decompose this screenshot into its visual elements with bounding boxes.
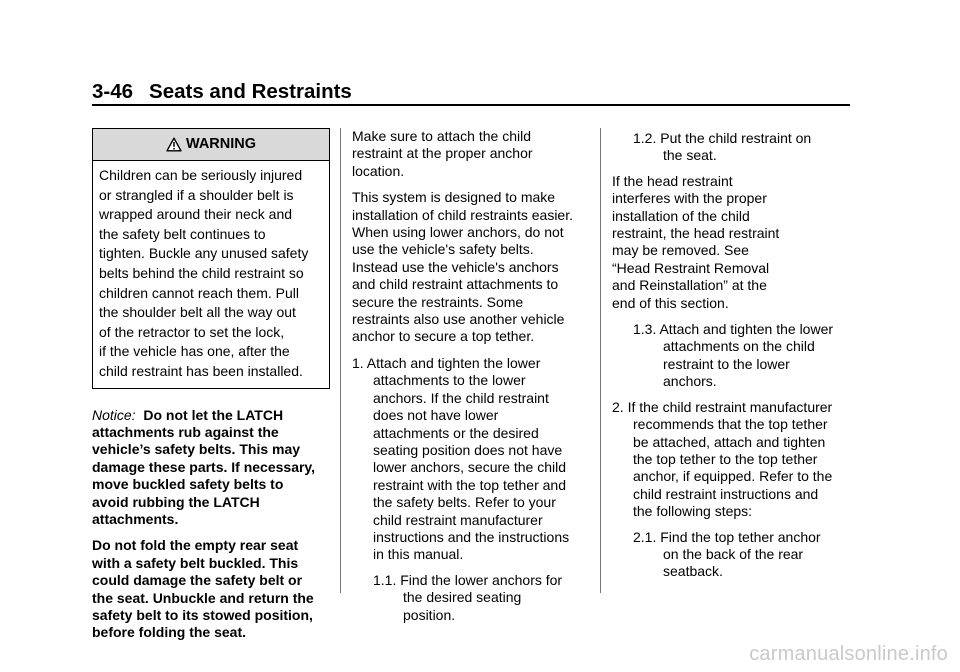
warning-header xyxy=(93,129,329,161)
text-line: restraint to the lower xyxy=(663,355,790,372)
step-continuation xyxy=(373,589,592,624)
notice-label: Notice: xyxy=(92,406,136,423)
fold-line: the seat. Unbuckle and return the xyxy=(92,589,314,606)
header-rule xyxy=(92,104,850,106)
warning-line: wrapped around their neck and xyxy=(99,206,293,223)
step-1-1 xyxy=(373,572,592,624)
system-paragraph xyxy=(352,189,592,346)
notice-line: attachments rub against the xyxy=(92,423,279,440)
warning-box xyxy=(92,128,330,389)
text-line: and child restraint attachments to xyxy=(352,276,559,293)
text-line: location. xyxy=(352,162,405,179)
step-continuation xyxy=(633,147,858,164)
text-line: use the vehicle's safety belts. xyxy=(352,241,534,258)
text-line: When using lower anchors, do not xyxy=(352,224,564,241)
text-line: the seat. xyxy=(663,147,717,164)
warning-line: tighten. Buckle any unused safety xyxy=(99,245,309,262)
notice-line: avoid rubbing the LATCH xyxy=(92,493,260,510)
fold-line: with a safety belt buckled. This xyxy=(92,554,299,571)
text-line: installation of the child xyxy=(612,207,750,224)
page-number: 3-46 xyxy=(92,80,134,103)
text-line: attachments on the child xyxy=(663,338,815,355)
text-line: end of this section. xyxy=(612,294,729,311)
fold-warning-paragraph xyxy=(92,537,332,641)
page-header xyxy=(92,80,850,104)
step-continuation xyxy=(633,546,858,581)
column-1 xyxy=(92,128,332,651)
text-line: installation of child restraints easier. xyxy=(352,206,573,223)
notice-paragraph xyxy=(92,407,332,529)
notice-line: vehicle’s safety belts. This may xyxy=(92,441,301,458)
notice-line: Do not let the LATCH xyxy=(143,406,284,423)
warning-line: child restraint has been installed. xyxy=(99,362,303,379)
text-line: attachments or the desired xyxy=(373,424,539,441)
warning-line: of the retractor to set the lock, xyxy=(99,323,285,340)
warning-line: the shoulder belt all the way out xyxy=(99,304,296,321)
text-line: the following steps: xyxy=(633,503,753,520)
text-line: position. xyxy=(403,606,456,623)
step-first-line: 2.1. Find the top tether anchor xyxy=(633,528,821,545)
text-line: seatback. xyxy=(663,563,723,580)
warning-line: Children can be seriously injured xyxy=(99,167,303,183)
text-line: anchors. xyxy=(663,373,717,390)
step-first-line: 1.1. Find the lower anchors for xyxy=(373,571,563,588)
step-2 xyxy=(612,399,858,521)
fold-line: Do not fold the empty rear seat xyxy=(92,537,299,554)
text-line: be attached, attach and tighten xyxy=(633,433,826,450)
text-line: secure the restraints. Some xyxy=(352,293,524,310)
warning-line: children cannot reach them. Pull xyxy=(99,284,299,301)
text-line: restraints also use another vehicle xyxy=(352,311,565,328)
text-line: attachments to the lower xyxy=(373,372,526,389)
column-2 xyxy=(352,128,592,632)
column-divider-2 xyxy=(600,128,601,593)
fold-line: could damage the safety belt or xyxy=(92,572,303,589)
text-line: does not have lower xyxy=(373,407,499,424)
step-1-2 xyxy=(633,130,858,165)
step-continuation xyxy=(612,416,858,520)
warning-line: if the vehicle has one, after the xyxy=(99,343,290,360)
warning-triangle-icon xyxy=(166,137,182,152)
step-1 xyxy=(352,355,592,564)
text-line: lower anchors, secure the child xyxy=(373,459,566,476)
text-line: child restraint manufacturer xyxy=(373,511,543,528)
column-divider-1 xyxy=(340,128,341,593)
head-restraint-note xyxy=(612,173,858,312)
text-line: child restraint instructions and xyxy=(633,485,819,502)
watermark: carmanualsonline.info xyxy=(749,643,948,665)
text-line: anchors. If the child restraint xyxy=(373,389,549,406)
step-first-line: 1. Attach and tighten the lower xyxy=(352,354,541,371)
warning-line: the safety belt continues to xyxy=(99,225,266,242)
step-2-1 xyxy=(633,529,858,581)
text-line: on the back of the rear xyxy=(663,545,804,562)
text-line: restraint at the proper anchor xyxy=(352,145,533,162)
warning-body xyxy=(93,161,329,388)
text-line: “Head Restraint Removal xyxy=(612,259,770,276)
text-line: may be removed. See xyxy=(612,242,749,259)
step-first-line: 2. If the child restraint manufacturer xyxy=(612,398,833,415)
text-line: anchor, if equipped. Refer to the xyxy=(633,468,833,485)
fold-line: safety belt to its stowed position, xyxy=(92,607,313,623)
text-line: interferes with the proper xyxy=(612,190,767,207)
text-line: and Reinstallation” at the xyxy=(612,277,767,294)
text-line: instructions and the instructions xyxy=(373,528,570,545)
text-line: Instead use the vehicle's anchors xyxy=(352,258,559,275)
warning-line: belts behind the child restraint so xyxy=(99,264,304,281)
text-line: This system is designed to make xyxy=(352,189,556,206)
notice-line: damage these parts. If necessary, xyxy=(92,458,316,475)
step-1-3 xyxy=(633,321,858,391)
notice-line: attachments. xyxy=(92,510,179,527)
step-continuation xyxy=(352,372,592,563)
step-continuation xyxy=(633,338,858,390)
section-title: Seats and Restraints xyxy=(149,80,352,103)
column-3 xyxy=(612,130,858,589)
text-line: If the head restraint xyxy=(612,172,733,189)
text-line: restraint, the head restraint xyxy=(612,225,780,242)
text-line: recommends that the top tether xyxy=(633,416,828,433)
text-line: the desired seating xyxy=(403,589,522,606)
fold-line: before folding the seat. xyxy=(92,624,247,641)
text-line: anchor to secure a top tether. xyxy=(352,328,535,345)
text-line: the safety belts. Refer to your xyxy=(373,494,556,511)
text-line: seating position does not have xyxy=(373,441,563,458)
warning-line: or strangled if a shoulder belt is xyxy=(99,186,294,203)
notice-line: move buckled safety belts to xyxy=(92,476,284,493)
text-line: Make sure to attach the child xyxy=(352,128,531,144)
text-line: the top tether to the top tether xyxy=(633,450,818,467)
text-line: in this manual. xyxy=(373,546,464,563)
step-first-line: 1.2. Put the child restraint on xyxy=(633,130,812,146)
warning-title: WARNING xyxy=(185,135,257,152)
text-line: restraint with the top tether and xyxy=(373,476,566,493)
step-first-line: 1.3. Attach and tighten the lower xyxy=(633,321,834,338)
intro-paragraph xyxy=(352,128,592,180)
